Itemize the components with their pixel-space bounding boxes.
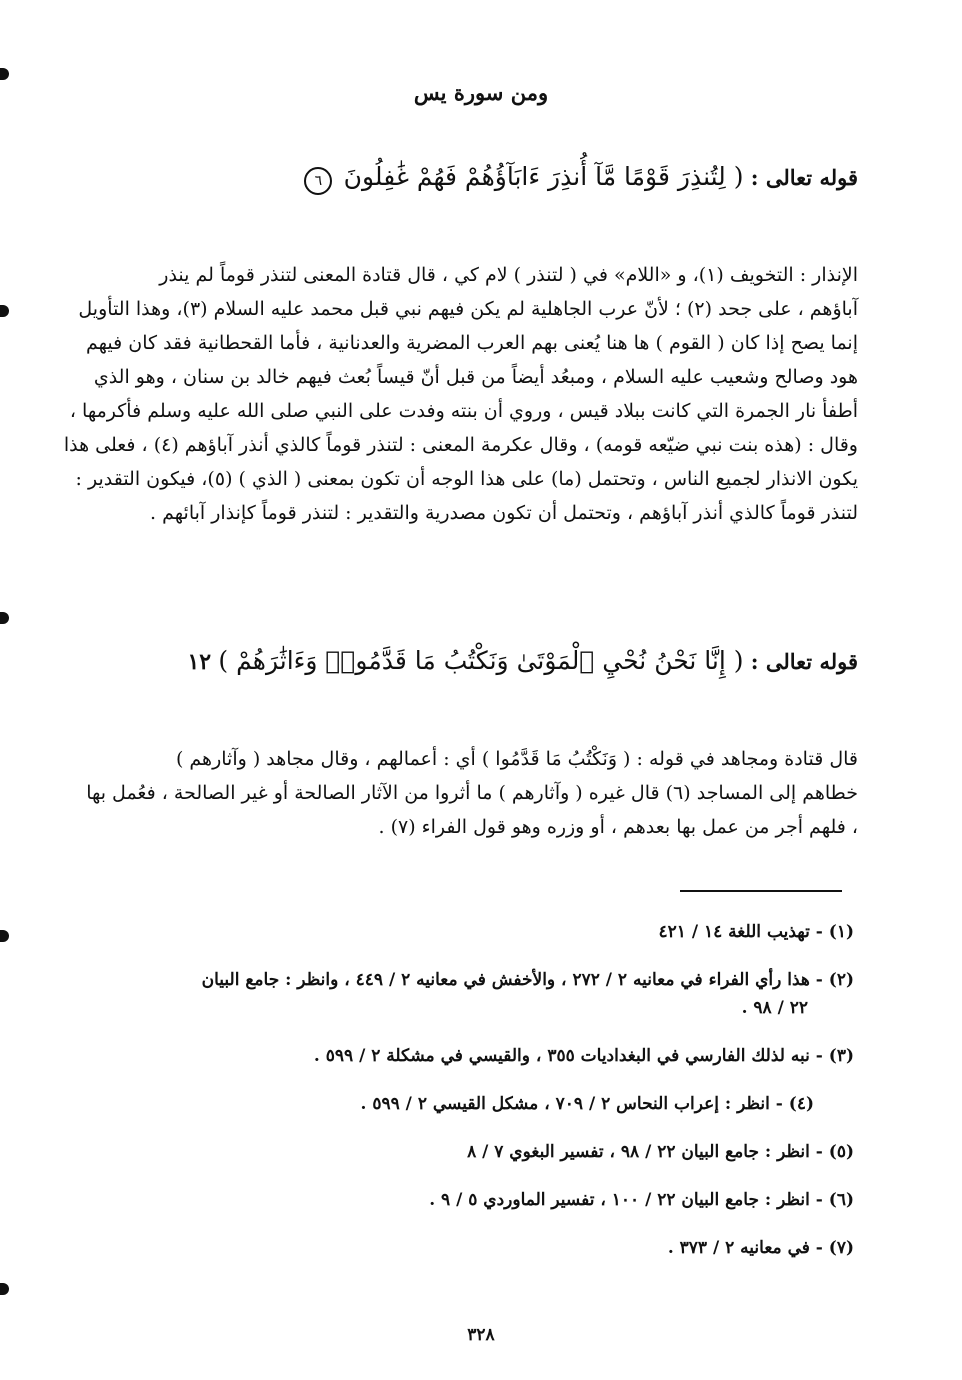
commentary-paragraph-1 [58,258,858,530]
verse-label: قوله تعالى : [750,165,858,190]
footnote-text: - انظر : جامع البيان ٢٢ / ١٠٠ ، تفسير الماوردي ٥ / ٩ . [429,1190,823,1210]
paragraph-line: قال قتادة ومجاهد في قوله : ( وَنَكْتُبُ مَا قَدَّمُوا ) أي : أعمالهم ، وقال مجاهد ( وآثارهم ) [175,748,858,770]
footnote-number: (٣) [828,1046,854,1066]
footnote-number: (٥) [828,1142,854,1162]
paragraph-line: آباؤهم ، على جحد (٢) ؛ لأنّ عرب الجاهلية لم يكن فيهم نبي قبل محمد عليه السلام (٣)، وهذا التأويل [78,298,858,320]
page-number: ٣٢٨ [467,1325,495,1345]
footnote-number: (٧) [828,1238,854,1258]
quran-text: ( لِتُنذِرَ قَوْمًا مَّآ أُنذِرَ ءَابَآؤُهُمْ فَهُمْ غَٰفِلُونَ [343,162,744,191]
footnote-text: - تهذيب اللغة ١٤ / ٤٢١ [658,922,823,942]
verse-label: قوله تعالى : [750,649,858,674]
footnote-text: - نبه لذلك الفارسي في البغداديات ٣٥٥ ، والقيسي في مشكلة ٢ / ٥٩٩ . [313,1046,823,1066]
footnote-item [124,918,854,946]
paragraph-line: هود وصالح وشعيب عليه السلام ، ومبعُد أيضاً من قبل أنّ قيساً بُعث فيهم خالد بن سنان ، وهو الذي [93,366,858,388]
footnote-text: - انظر : جامع البيان ٢٢ / ٩٨ ، تفسير البغوي ٧ / ٨ [467,1142,823,1162]
surah-header: ومن سورة يس [413,80,549,105]
paragraph-line: الإنذار : التخويف (١)، و «اللام» في ( لتنذر ) لام كي ، قال قتادة المعنى لتنذر قوماً لم ينذر [159,264,858,286]
quran-text: ( إِنَّا نَحْنُ نُحْيِ ٱلْمَوْتَىٰ وَنَكْتُبُ مَا قَدَّمُوا۟ وَءَاثَٰرَهُمْ ) [218,646,744,675]
footnote-continuation: ٢٢ / ٩٨ . [741,998,808,1018]
verse-number: ١٢ [187,649,212,675]
paragraph-line: أطفأ نار الجمرة التي كانت ببلاد قيس ، وروي أن بنته وفدت على النبي صلى الله عليه وسلم فأكرمها ، [69,400,858,422]
footnotes [124,918,854,1282]
footnote-item [124,966,854,1022]
footnote-number: (٢) [828,970,854,990]
paragraph-line: إنما يصح إذا كان ( القوم ) ها هنا يُعنى بهم العرب المضرية والعدنانية ، فأما القحطانية فقد كان فيهم [85,332,858,354]
verse-number: ٦ [304,167,332,195]
paragraph-line: يكون الانذار لجميع الناس ، وتحتمل (ما) على هذا الوجه أن تكون بمعنى ( الذي ) (٥)، فيكون التقدير : [75,468,858,490]
margin-mark [0,305,9,317]
footnote-text: - في معانيه ٢ / ٣٧٣ . [667,1238,823,1258]
paragraph-line: خطاهم إلى المساجد (٦) قال غيره ( وآثارهم ) ما أثروا من الآثار الصالحة أو غير الصالحة ، فعُمل بها [86,782,858,804]
margin-mark [0,1283,9,1295]
footnote-item [124,1234,854,1262]
paragraph-line: ، فلهم أجر من عمل بها بعدهم ، أو وزره وهو قول الفراء (٧) . [378,816,858,838]
margin-mark [0,930,9,942]
footnote-number: (٤) [788,1094,814,1114]
footnote-text: - انظر : إعراب النحاس ٢ / ٧٠٩ ، مشكل القيسي ٢ / ٥٩٩ . [360,1094,783,1114]
paragraph-line: وقال : (هذه بنت نبي ضيّعه قومه) ، وقال عكرمة المعنى : لتنذر قوماً كالذي أنذر آباؤهم (٤) ، فعلى هذا [63,434,858,456]
verse-1 [60,162,858,195]
verse-2 [60,646,858,675]
footnote-item [124,1138,854,1166]
footnote-text: - هذا رأي الفراء في معانيه ٢ / ٢٧٢ ، والأخفش في معانيه ٢ / ٤٤٩ ، وانظر : جامع البيان [201,970,823,990]
footnote-number: (٦) [828,1190,854,1210]
footnote-item [124,1090,854,1118]
margin-mark [0,68,9,80]
footnote-item [124,1042,854,1070]
footnote-item [124,1186,854,1214]
footnote-number: (١) [828,922,854,942]
paragraph-line: لتنذر قوماً كالذي أنذر آباؤهم ، وتحتمل أن تكون مصدرية والتقدير : لتنذر قوماً كإنذار آبائهم . [150,502,858,524]
footnote-separator [680,890,842,892]
commentary-paragraph-2 [58,742,858,844]
margin-mark [0,612,9,624]
